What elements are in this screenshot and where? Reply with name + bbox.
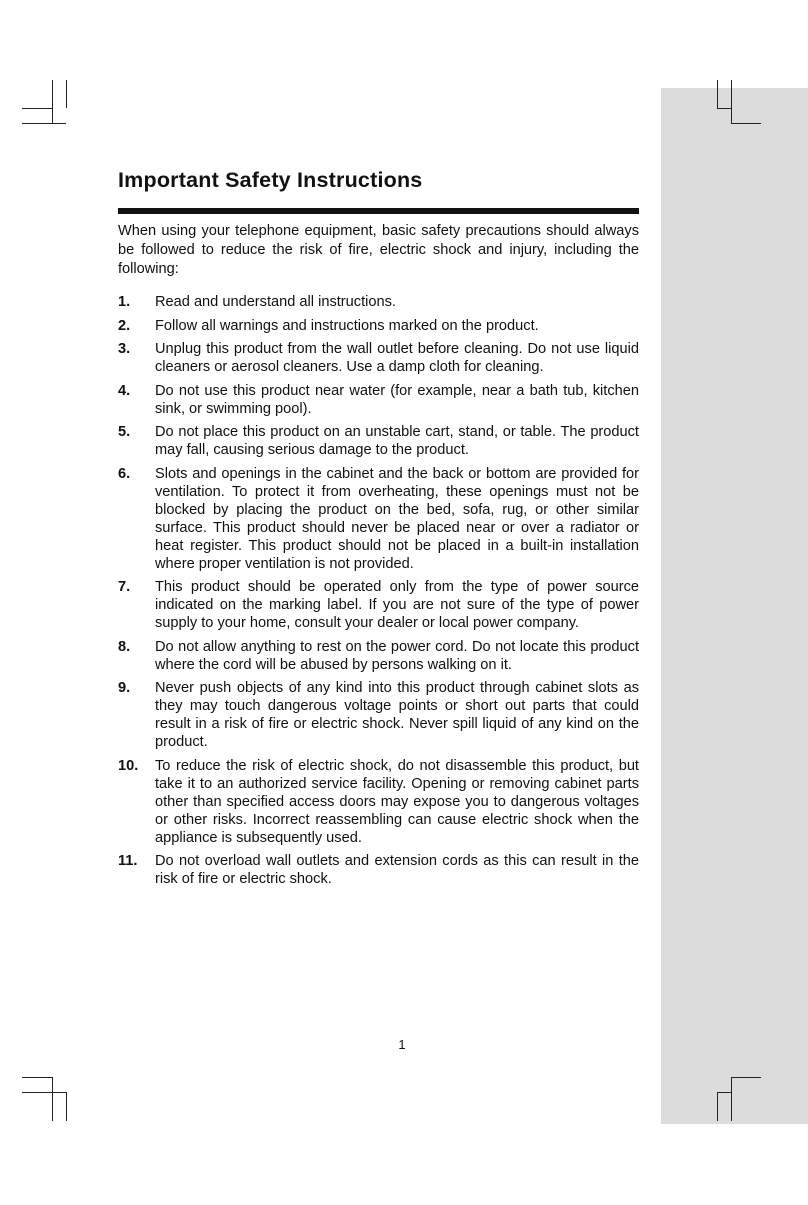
item-number: 8. <box>118 638 131 655</box>
list-item <box>118 465 639 573</box>
item-text: Do not overload wall outlets and extension cords as this can result in the risk of fire or electric shock. <box>155 853 639 887</box>
list-item <box>118 578 639 632</box>
item-number: 7. <box>118 579 131 595</box>
list-item <box>118 423 639 459</box>
item-number: 4. <box>118 382 131 399</box>
crop-mark-top-right <box>731 80 732 124</box>
item-number: 9. <box>118 680 131 696</box>
crop-mark-bottom-left <box>52 1077 53 1121</box>
crop-mark-top-right <box>731 123 761 124</box>
item-number: 6. <box>118 465 131 482</box>
list-item <box>118 317 639 335</box>
list-item <box>118 293 639 311</box>
crop-mark-top-left <box>52 80 53 124</box>
item-text: Slots and openings in the cabinet and the back or bottom are provided for ventilation. To protect it from overheating, these openings must not be blocked by placing the product on the bed, sofa, rug, or other similar surface. This product should never be placed near or over a radiator or heat register. This product should not be placed in a built-in installation where proper ventilation is not provided. <box>155 465 639 572</box>
list-item <box>118 382 639 418</box>
item-number: 1. <box>118 294 131 310</box>
item-number: 10. <box>118 757 139 774</box>
list-item <box>118 852 639 888</box>
crop-mark-bottom-left <box>22 1077 52 1078</box>
item-number: 3. <box>118 341 131 357</box>
crop-mark-top-left <box>66 80 67 108</box>
list-item <box>118 679 639 751</box>
page-number: 1 <box>398 1037 406 1052</box>
side-tab-bar <box>661 88 808 1124</box>
title-rule <box>118 208 639 214</box>
crop-mark-top-right <box>717 80 718 108</box>
crop-mark-bottom-left <box>22 1092 66 1093</box>
list-item <box>118 340 639 376</box>
crop-mark-top-left <box>22 123 66 124</box>
safety-instructions-list <box>118 293 639 894</box>
item-number: 11. <box>118 853 138 869</box>
item-text: Do not allow anything to rest on the power cord. Do not locate this product where the cord will be abused by persons walking on it. <box>155 638 639 673</box>
item-text: To reduce the risk of electric shock, do not disassemble this product, but take it to an authorized service facility. Opening or removing cabinet parts other than specified access doors may expose you to dangerous voltages or other risks. Incorrect reassembling can cause electric shock when the appliance is subsequently used. <box>155 757 639 846</box>
crop-mark-bottom-right <box>717 1092 731 1093</box>
item-text: Unplug this product from the wall outlet before cleaning. Do not use liquid cleaners or aerosol cleaners. Use a damp cloth for cleaning. <box>155 341 639 375</box>
list-item <box>118 638 639 674</box>
item-number: 2. <box>118 317 131 334</box>
crop-mark-top-right <box>717 108 731 109</box>
crop-mark-bottom-right <box>731 1077 732 1121</box>
item-text: This product should be operated only from the type of power source indicated on the marking label. If you are not sure of the type of power supply to your home, consult your dealer or local power company. <box>155 579 639 631</box>
page-title: Important Safety Instructions <box>118 168 423 192</box>
item-text: Follow all warnings and instructions marked on the product. <box>155 317 539 334</box>
crop-mark-bottom-left <box>66 1092 67 1121</box>
crop-mark-bottom-right <box>731 1077 761 1078</box>
crop-mark-top-left <box>22 108 52 109</box>
item-text: Do not use this product near water (for example, near a bath tub, kitchen sink, or swimming pool). <box>155 382 639 417</box>
item-text: Read and understand all instructions. <box>155 294 396 310</box>
item-text: Do not place this product on an unstable cart, stand, or table. The product may fall, causing serious damage to the product. <box>155 424 639 458</box>
intro-paragraph: When using your telephone equipment, basic safety precautions should always be followed to reduce the risk of fire, electric shock and injury, including the following: <box>118 223 639 278</box>
crop-mark-bottom-right <box>717 1092 718 1121</box>
item-text: Never push objects of any kind into this product through cabinet slots as they may touch dangerous voltage points or short out parts that could result in a risk of fire or electric shock. Never spill liquid of any kind on the product. <box>155 680 639 750</box>
item-number: 5. <box>118 424 131 440</box>
list-item <box>118 757 639 847</box>
